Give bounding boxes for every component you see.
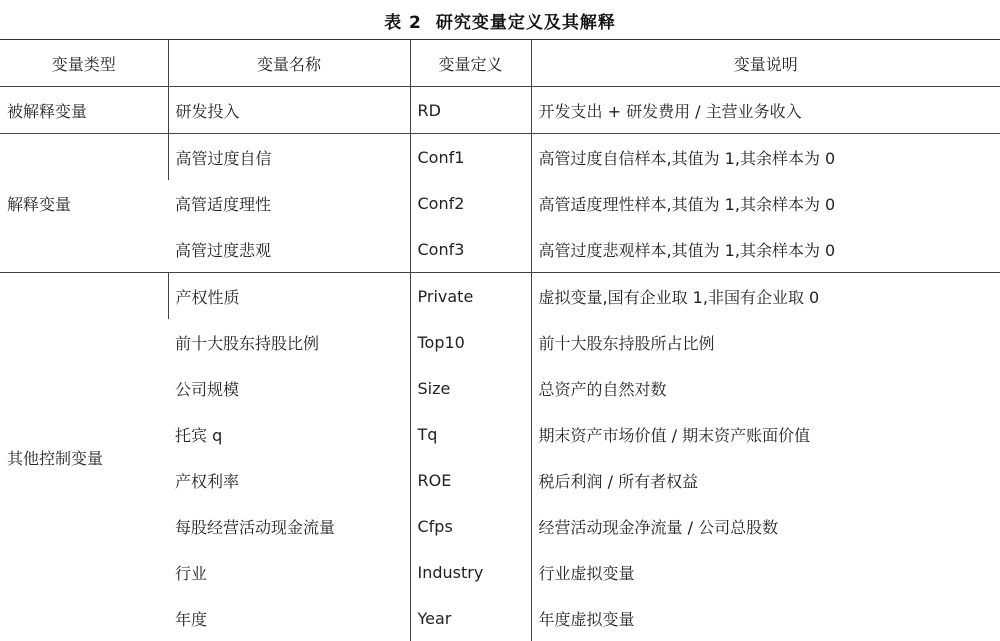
header-row [0,40,1000,87]
variable-name-cell: 产权性质 [168,273,410,320]
variable-name-cell: 每股经营活动现金流量 [175,517,336,537]
variable-name-cell: 托宾 q [175,425,223,445]
variable-name-cell: 高管适度理性 [175,194,272,214]
variable-definition-cell: Private [410,273,531,320]
variable-definition-cell: Conf2 [410,180,531,226]
variable-description-cell: 高管过度自信样本,其值为 1,其余样本为 0 [531,134,1000,181]
variable-description-cell: 前十大股东持股所占比例 [531,319,1000,365]
variable-description-cell: 期末资产市场价值 / 期末资产账面价值 [531,411,1000,457]
variable-name-cell: 研发投入 [168,87,410,134]
variable-definition-table [0,39,1000,641]
variable-name-cell: 公司规模 [175,379,240,399]
header-variable-definition: 变量定义 [410,40,531,87]
table-row [0,87,1000,134]
table-caption [0,8,1000,33]
variable-description-cell: 经营活动现金净流量 / 公司总股数 [531,503,1000,549]
variable-name-cell: 高管过度自信 [168,134,410,181]
variable-name-cell: 年度 [175,609,208,629]
variable-description-cell: 高管过度悲观样本,其值为 1,其余样本为 0 [531,226,1000,273]
variable-description-cell: 行业虚拟变量 [531,549,1000,595]
variable-name-cell: 高管过度悲观 [168,226,410,273]
variable-name-cell: 前十大股东持股比例 [175,333,320,353]
variable-description-cell: 开发支出 + 研发费用 / 主营业务收入 [531,87,1000,134]
variable-description-cell: 总资产的自然对数 [531,365,1000,411]
table-row [0,134,1000,181]
variable-definition-cell: RD [410,87,531,134]
variable-definition-cell: Size [410,365,531,411]
table-number: 表 2 [384,13,422,33]
variable-description-cell: 高管适度理性样本,其值为 1,其余样本为 0 [531,180,1000,226]
variable-definition-cell: Tq [410,411,531,457]
variable-definition-cell: Conf3 [410,226,531,273]
variable-definition-cell: Conf1 [410,134,531,181]
variable-name-cell: 行业 [175,563,208,583]
variable-name-cell: 产权利率 [175,471,240,491]
table-title: 研究变量定义及其解释 [435,13,616,33]
variable-type-cell: 解释变量 [0,134,168,273]
variable-description-cell: 税后利润 / 所有者权益 [531,457,1000,503]
variable-definition-cell: Industry [410,549,531,595]
variable-type-cell: 其他控制变量 [7,448,104,468]
variable-description-cell: 年度虚拟变量 [531,595,1000,641]
variable-definition-cell: Cfps [410,503,531,549]
variable-definition-cell: ROE [410,457,531,503]
variable-description-cell: 虚拟变量,国有企业取 1,非国有企业取 0 [531,273,1000,320]
variable-type-cell: 被解释变量 [0,87,168,134]
header-variable-type: 变量类型 [0,40,168,87]
header-variable-name: 变量名称 [168,40,410,87]
variable-definition-cell: Top10 [410,319,531,365]
header-variable-description: 变量说明 [531,40,1000,87]
table-row [0,273,1000,320]
variable-definition-cell: Year [410,595,531,641]
